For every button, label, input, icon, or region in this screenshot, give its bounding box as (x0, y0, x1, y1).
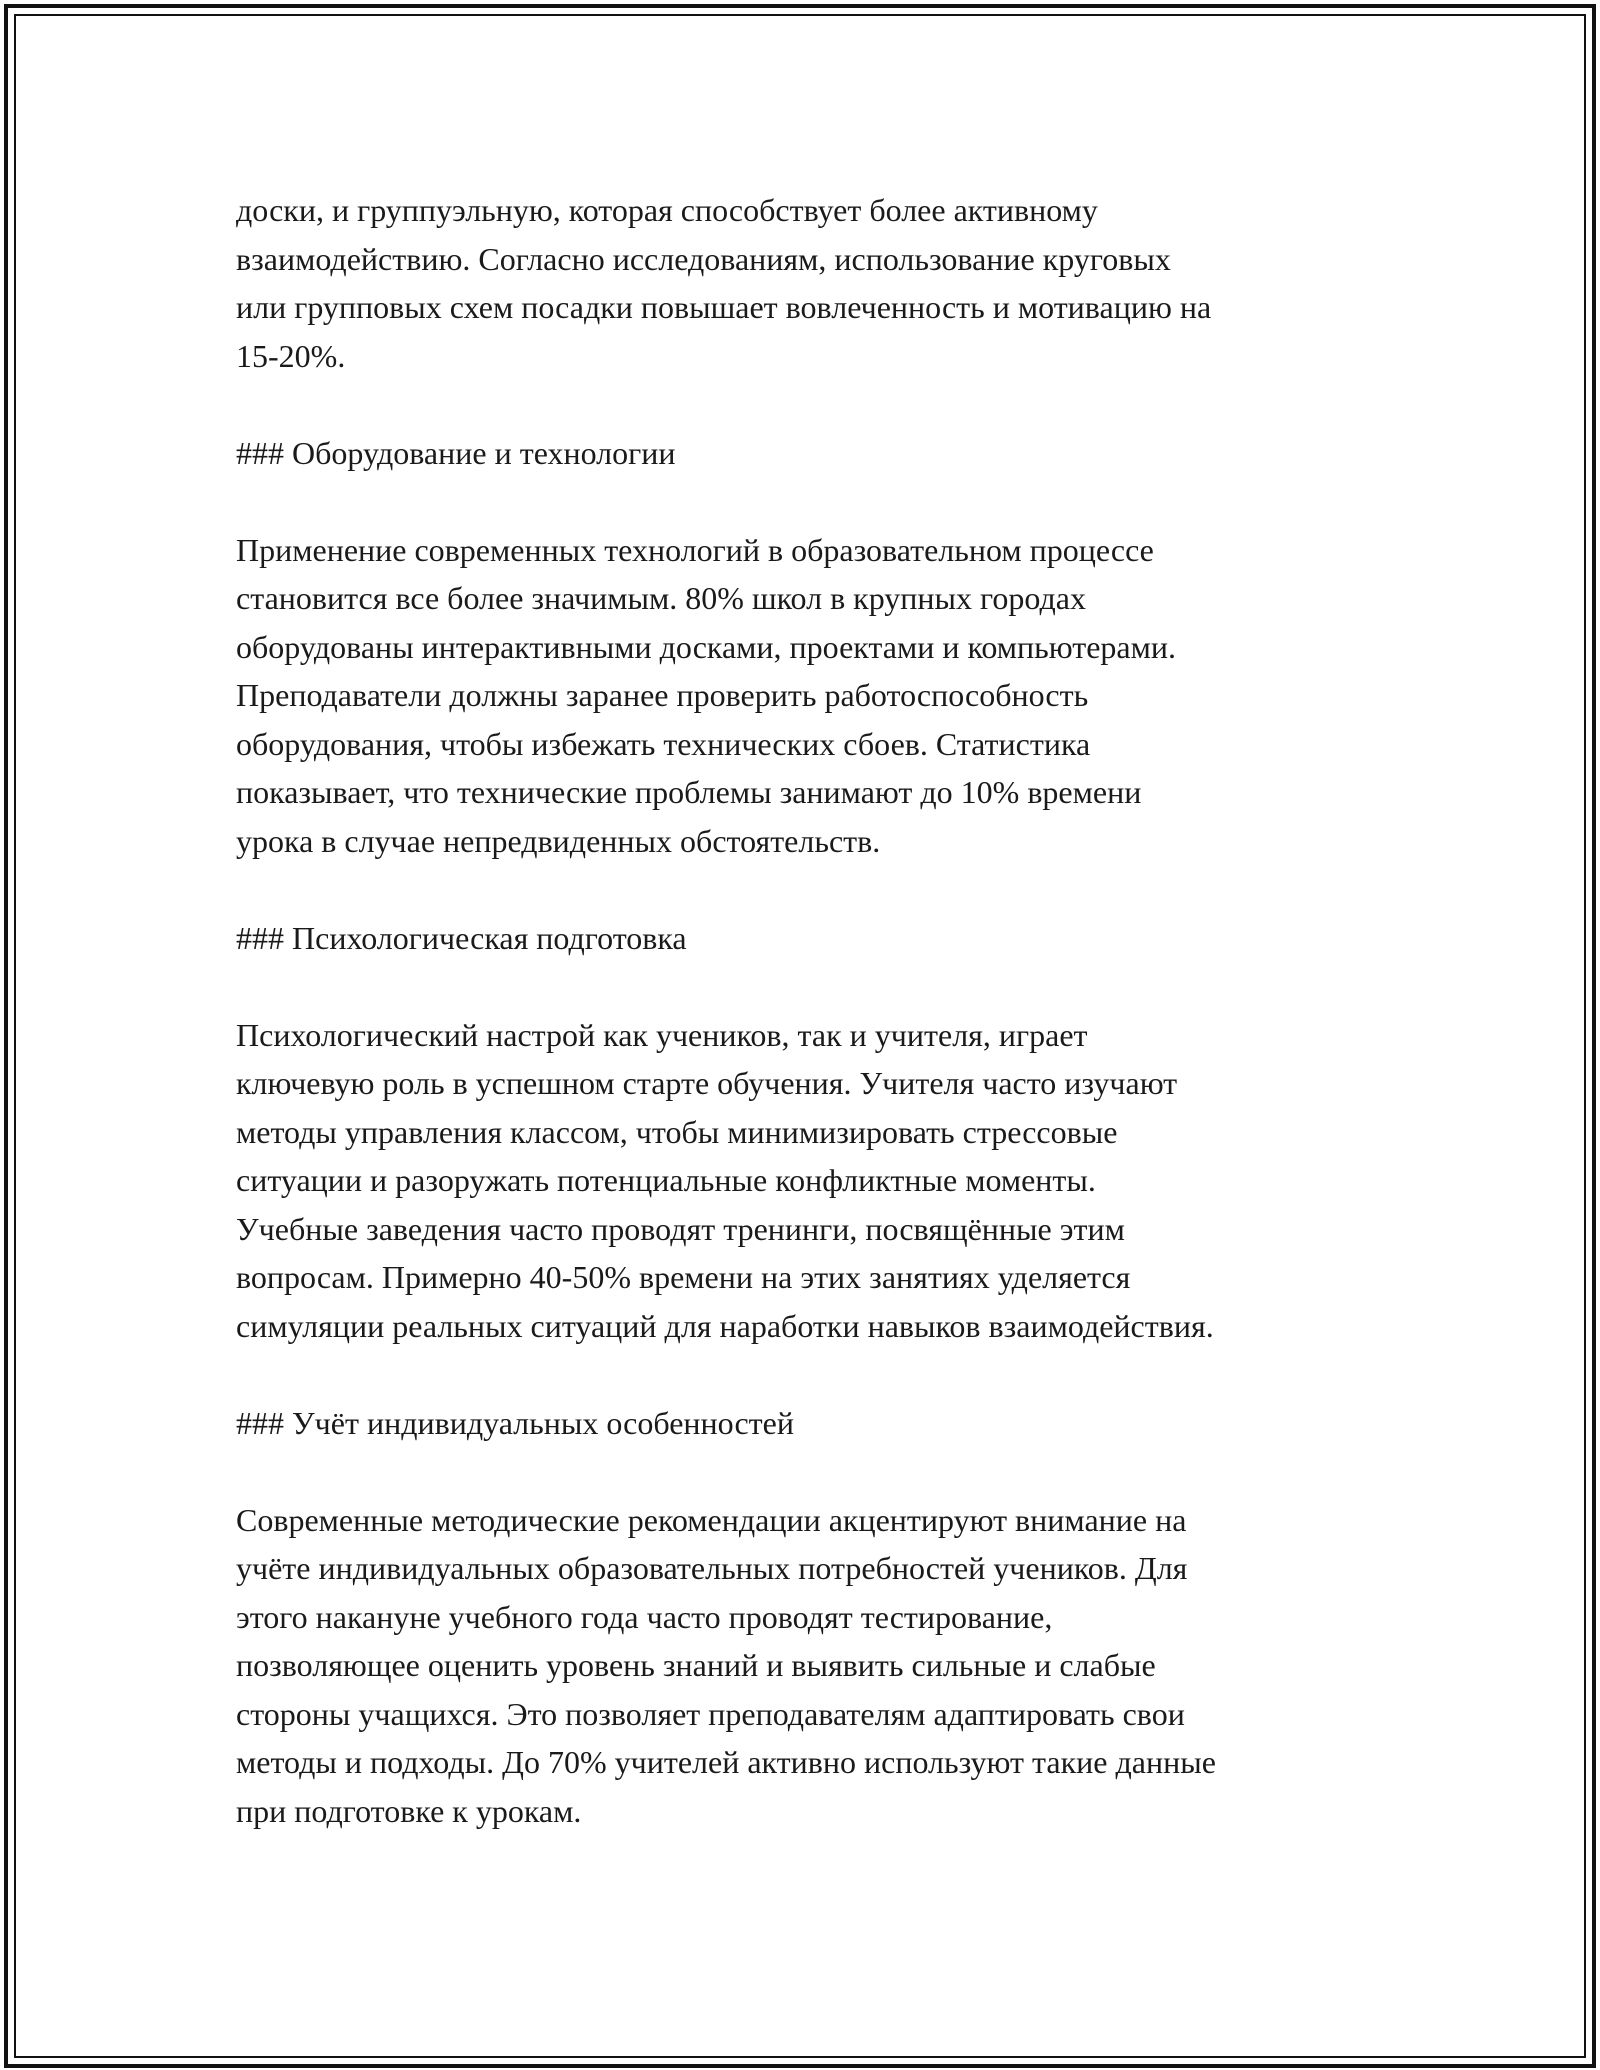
paragraph-equipment: Применение современных технологий в образовательном процессе становится все более значимым. 80% школ в крупных городах оборудованы интерактивными досками, проектами и компьютерами. Преподаватели должны заранее проверить работоспособность оборудования, чтобы избежать технических сбоев. Статистика показывает, что технические проблемы занимают до 10% времени урока в случае непредвиденных обстоятельств. (236, 531, 1176, 859)
heading-equipment: ### Оборудование и технологии (236, 434, 676, 471)
paragraph-seating: доски, и группуэльную, которая способствует более активному взаимодействию. Согласно исследованиям, использование круговых или групповых схем посадки повышает вовлеченность и мотивацию на 15-20%. (236, 192, 1212, 374)
heading-psychology: ### Психологическая подготовка (236, 919, 687, 956)
document-body (236, 186, 1376, 1884)
paragraph-individual: Современные методические рекомендации акцентируют внимание на учёте индивидуальных образовательных потребностей учеников. Для этого накануне учебного года часто проводят тестирование, позволяющее оценить уровень знаний и выявить сильные и слабые стороны учащихся. Это позволяет преподавателям адаптировать свои методы и подходы. До 70% учителей активно используют такие данные при подготовке к урокам. (236, 1501, 1216, 1829)
heading-individual: ### Учёт индивидуальных особенностей (236, 1404, 794, 1441)
paragraph-psychology: Психологический настрой как учеников, так и учителя, играет ключевую роль в успешном старте обучения. Учителя часто изучают методы управления классом, чтобы минимизировать стрессовые ситуации и разоружать потенциальные конфликтные моменты. Учебные заведения часто проводят тренинги, посвящённые этим вопросам. Примерно 40-50% времени на этих занятиях уделяется симуляции реальных ситуаций для наработки навыков взаимодействия. (236, 1016, 1214, 1344)
